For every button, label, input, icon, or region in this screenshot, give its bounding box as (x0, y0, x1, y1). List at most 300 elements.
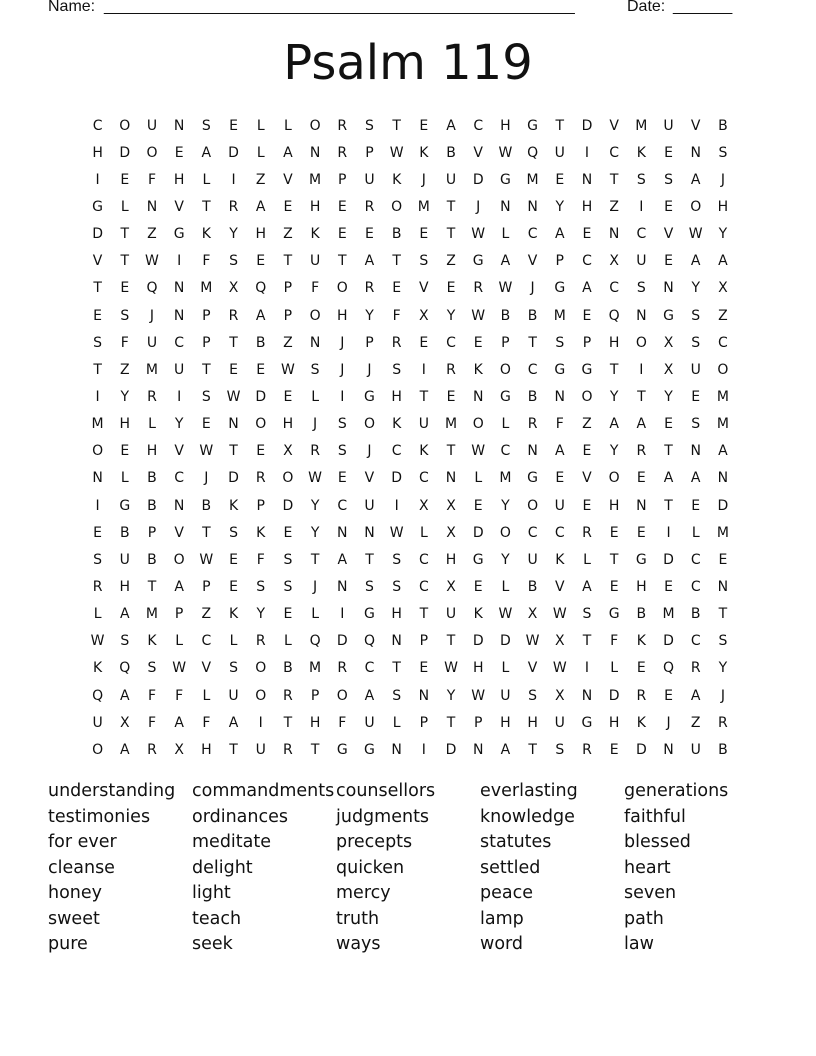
grid-letter: D (608, 687, 620, 704)
grid-letter: M (662, 606, 675, 623)
grid-letter: E (93, 307, 103, 324)
grid-letter: C (609, 280, 620, 297)
grid-letter: A (690, 470, 701, 487)
grid-letter: E (120, 443, 130, 460)
grid-letter: E (664, 578, 673, 595)
grid-letter: A (201, 144, 212, 161)
grid-letter: E (636, 524, 646, 541)
grid-letter: N (636, 307, 647, 324)
grid-letter: U (500, 687, 511, 704)
grid-letter: E (120, 280, 130, 297)
grid-letter: R (636, 443, 647, 460)
word-bank-item: lamp (480, 908, 524, 929)
grid-letter: O (92, 443, 104, 460)
grid-letter: C (473, 117, 484, 134)
grid-letter: F (555, 416, 564, 433)
grid-letter: C (337, 497, 348, 514)
word-search-grid (84, 112, 737, 763)
grid-letter: P (419, 633, 429, 650)
grid-letter: W (525, 633, 540, 650)
grid-letter: B (500, 307, 511, 324)
grid-letter: B (446, 144, 456, 161)
grid-letter: E (555, 171, 565, 188)
grid-letter: P (338, 171, 347, 188)
grid-letter: T (202, 198, 211, 215)
grid-letter: E (664, 144, 673, 161)
grid-letter: O (690, 198, 702, 215)
grid-letter: R (636, 687, 647, 704)
grid-letter: F (202, 253, 211, 270)
grid-letter: C (636, 226, 647, 243)
grid-letter: X (419, 307, 429, 324)
grid-letter: A (337, 551, 348, 568)
word-bank-item: law (624, 934, 654, 954)
grid-letter: D (336, 633, 348, 650)
grid-letter: O (336, 687, 348, 704)
grid-letter: E (365, 226, 374, 243)
grid-letter: Z (201, 606, 212, 623)
grid-letter: V (174, 443, 184, 460)
grid-letter: N (663, 741, 674, 758)
grid-letter: O (119, 117, 131, 134)
grid-letter: Q (255, 280, 267, 297)
grid-letter: R (473, 280, 484, 297)
grid-letter: L (120, 198, 129, 215)
grid-letter: K (392, 171, 402, 188)
grid-letter: E (582, 226, 592, 243)
grid-letter: D (255, 388, 267, 405)
grid-letter: D (717, 497, 729, 514)
grid-letter: X (283, 443, 293, 460)
grid-letter: V (174, 198, 184, 215)
grid-letter: N (690, 144, 701, 161)
grid-letter: W (389, 524, 404, 541)
grid-letter: Q (363, 633, 375, 650)
grid-letter: F (147, 171, 156, 188)
grid-letter: H (500, 117, 511, 134)
grid-letter: T (664, 497, 673, 514)
grid-letter: T (419, 388, 429, 405)
grid-letter: K (201, 226, 211, 243)
grid-letter: C (554, 524, 565, 541)
grid-letter: J (340, 334, 345, 351)
grid-letter: F (147, 714, 156, 731)
grid-letter: R (446, 361, 456, 378)
grid-letter: L (120, 470, 129, 487)
grid-letter: H (391, 606, 402, 623)
grid-letter: G (527, 117, 539, 134)
grid-letter: U (527, 551, 538, 568)
grid-letter: O (146, 144, 158, 161)
grid-letter: J (476, 198, 481, 215)
grid-letter: L (501, 578, 510, 595)
grid-letter: N (581, 687, 593, 704)
word-bank-item: counsellors (336, 781, 436, 801)
word-bank-item: faithful (624, 806, 686, 827)
grid-letter: S (636, 171, 646, 188)
grid-letter: G (173, 226, 185, 243)
date-field-line[interactable]: _______ (673, 0, 732, 15)
grid-letter: M (91, 416, 104, 433)
grid-letter: E (256, 253, 266, 270)
grid-letter: H (309, 714, 321, 731)
grid-letter: W (688, 226, 703, 243)
grid-letter: S (691, 334, 701, 351)
grid-letter: O (255, 660, 267, 677)
grid-letter: V (527, 253, 538, 270)
grid-letter: B (147, 551, 157, 568)
grid-letter: C (418, 551, 429, 568)
grid-letter: I (639, 361, 644, 378)
grid-letter: D (663, 633, 674, 650)
grid-letter: E (555, 470, 565, 487)
grid-letter: S (365, 578, 374, 595)
grid-letter: W (199, 443, 214, 460)
grid-letter: E (229, 117, 238, 134)
grid-letter: L (474, 470, 483, 487)
grid-letter: W (199, 551, 214, 568)
grid-letter: M (417, 198, 430, 215)
grid-letter: U (228, 687, 239, 704)
grid-letter: B (718, 741, 728, 758)
grid-letter: V (174, 524, 184, 541)
word-bank-item: precepts (336, 832, 413, 852)
grid-letter: E (256, 443, 266, 460)
grid-letter: I (95, 171, 100, 188)
grid-letter: S (718, 633, 728, 650)
word-bank-item: cleanse (48, 857, 115, 878)
grid-letter: H (527, 714, 538, 731)
grid-letter: U (445, 606, 457, 623)
grid-letter: Y (120, 388, 130, 405)
grid-letter: O (499, 524, 511, 541)
grid-letter: X (554, 687, 565, 704)
grid-letter: X (446, 497, 456, 514)
grid-letter: E (609, 741, 619, 758)
grid-letter: H (581, 198, 593, 215)
grid-letter: V (473, 144, 483, 161)
grid-letter: Y (256, 606, 265, 623)
grid-letter: R (718, 714, 728, 731)
grid-letter: I (421, 741, 426, 758)
grid-letter: D (472, 633, 484, 650)
grid-letter: Y (446, 687, 456, 704)
word-bank-item: peace (480, 883, 533, 903)
grid-letter: T (310, 551, 320, 568)
grid-letter: U (146, 334, 158, 351)
grid-letter: C (690, 578, 701, 595)
grid-letter: E (664, 687, 673, 704)
grid-letter: Q (309, 633, 321, 650)
grid-letter: W (552, 606, 567, 623)
grid-letter: O (581, 388, 593, 405)
grid-letter: R (147, 388, 157, 405)
grid-letter: T (609, 171, 619, 188)
word-bank-item: quicken (336, 857, 405, 878)
grid-letter: H (608, 334, 620, 351)
grid-letter: U (663, 117, 674, 134)
grid-letter: A (283, 144, 293, 161)
grid-letter: T (147, 578, 157, 595)
grid-letter: T (582, 633, 592, 650)
grid-letter: Y (691, 280, 700, 297)
grid-letter: H (445, 551, 457, 568)
grid-letter: M (716, 416, 729, 433)
grid-letter: E (691, 497, 701, 514)
grid-letter: R (283, 741, 293, 758)
grid-letter: V (92, 253, 103, 270)
grid-letter: M (635, 117, 648, 134)
grid-letter: W (471, 307, 486, 324)
grid-letter: D (282, 497, 294, 514)
grid-letter: A (690, 687, 701, 704)
grid-letter: M (309, 660, 322, 677)
grid-letter: A (554, 443, 565, 460)
grid-letter: A (446, 117, 456, 134)
grid-letter: S (419, 253, 429, 270)
grid-letter: O (608, 470, 620, 487)
grid-letter: Q (663, 660, 675, 677)
grid-letter: D (635, 741, 647, 758)
name-field-line[interactable]: ________________________________________________________ (104, 0, 575, 15)
grid-letter: A (364, 253, 375, 270)
grid-letter: L (256, 144, 265, 161)
grid-letter: E (229, 361, 238, 378)
grid-letter: C (446, 334, 456, 351)
grid-letter: C (418, 578, 429, 595)
grid-letter: G (119, 497, 131, 514)
grid-letter: S (229, 524, 238, 541)
grid-letter: T (419, 606, 429, 623)
grid-letter: S (93, 551, 103, 568)
grid-letter: G (336, 741, 348, 758)
grid-letter: A (636, 416, 647, 433)
grid-letter: C (418, 470, 429, 487)
grid-letter: N (418, 687, 430, 704)
word-bank-item: path (624, 908, 664, 929)
grid-letter: A (255, 198, 266, 215)
grid-letter: R (255, 470, 266, 487)
grid-letter: K (228, 497, 239, 514)
grid-letter: P (202, 334, 211, 351)
grid-letter: U (364, 171, 375, 188)
grid-letter: H (173, 171, 185, 188)
grid-letter: N (636, 497, 647, 514)
grid-letter: T (229, 741, 238, 758)
grid-letter: Q (608, 307, 620, 324)
grid-letter: P (419, 714, 429, 731)
grid-letter: E (283, 606, 293, 623)
grid-letter: O (173, 551, 185, 568)
grid-letter: B (527, 578, 538, 595)
grid-letter: Y (174, 416, 184, 433)
grid-letter: M (145, 606, 159, 623)
grid-letter: H (309, 198, 321, 215)
grid-letter: S (636, 280, 646, 297)
grid-letter: K (310, 226, 320, 243)
grid-letter: M (716, 524, 729, 541)
grid-letter: S (555, 334, 565, 351)
grid-letter: R (582, 741, 592, 758)
grid-letter: A (554, 226, 565, 243)
grid-letter: Z (690, 714, 701, 731)
grid-letter: F (338, 714, 347, 731)
grid-letter: R (255, 633, 266, 650)
grid-letter: G (581, 361, 593, 378)
grid-letter: K (392, 416, 402, 433)
grid-letter: X (228, 280, 239, 297)
grid-letter: Z (446, 253, 456, 270)
grid-letter: E (664, 253, 673, 270)
grid-letter: S (392, 578, 402, 595)
word-bank-item: for ever (48, 832, 117, 852)
grid-letter: E (419, 226, 429, 243)
date-label: Date: (627, 0, 666, 15)
grid-letter: J (313, 578, 318, 595)
grid-letter: N (173, 307, 185, 324)
grid-letter: S (582, 606, 592, 623)
grid-letter: A (690, 253, 701, 270)
grid-letter: A (174, 714, 184, 731)
grid-letter: Y (229, 226, 238, 243)
grid-letter: L (583, 551, 591, 568)
grid-letter: T (229, 443, 238, 460)
grid-letter: H (500, 714, 511, 731)
grid-letter: I (639, 198, 644, 215)
grid-letter: U (554, 497, 565, 514)
grid-letter: I (177, 253, 182, 270)
grid-letter: J (340, 361, 345, 378)
grid-letter: O (255, 416, 267, 433)
grid-letter: T (446, 443, 456, 460)
word-bank (48, 779, 788, 958)
grid-letter: W (444, 660, 458, 677)
grid-letter: V (554, 578, 565, 595)
grid-letter: E (93, 524, 103, 541)
grid-letter: D (472, 524, 484, 541)
word-bank-item: everlasting (480, 781, 578, 801)
word-bank-item: honey (48, 883, 103, 903)
grid-letter: B (255, 334, 266, 351)
grid-letter: W (471, 687, 486, 704)
grid-letter: Y (365, 307, 374, 324)
grid-letter: S (93, 334, 103, 351)
grid-letter: A (228, 714, 239, 731)
grid-letter: R (337, 144, 348, 161)
grid-letter: I (340, 388, 345, 405)
grid-letter: J (367, 443, 372, 460)
grid-letter: E (283, 524, 293, 541)
grid-letter: R (283, 687, 293, 704)
grid-letter: W (498, 144, 513, 161)
grid-letter: N (391, 741, 402, 758)
grid-letter: E (229, 578, 238, 595)
grid-letter: H (119, 578, 131, 595)
grid-letter: G (608, 606, 620, 623)
grid-letter: X (174, 741, 184, 758)
grid-letter: T (93, 361, 102, 378)
word-bank-item: ways (336, 934, 381, 954)
word-bank-item: statutes (480, 832, 552, 852)
grid-letter: G (499, 171, 511, 188)
grid-letter: R (690, 660, 701, 677)
grid-letter: K (419, 443, 429, 460)
grid-letter: I (258, 714, 263, 731)
grid-letter: Y (446, 307, 456, 324)
grid-letter: Z (147, 226, 157, 243)
grid-letter: C (174, 470, 185, 487)
grid-letter: H (282, 416, 294, 433)
word-bank-item: meditate (192, 832, 271, 852)
grid-letter: Z (609, 198, 619, 215)
grid-letter: E (337, 470, 347, 487)
grid-letter: E (582, 443, 592, 460)
grid-letter: V (201, 660, 212, 677)
grid-letter: Q (119, 660, 131, 677)
grid-letter: F (120, 334, 129, 351)
grid-letter: W (308, 470, 323, 487)
grid-letter: C (201, 633, 212, 650)
grid-letter: G (554, 280, 566, 297)
grid-letter: H (636, 578, 647, 595)
grid-letter: K (419, 144, 429, 161)
grid-letter: D (391, 470, 403, 487)
grid-letter: A (255, 307, 266, 324)
grid-letter: J (367, 361, 372, 378)
grid-letter: E (283, 388, 293, 405)
grid-letter: T (93, 280, 102, 297)
grid-letter: E (636, 470, 646, 487)
grid-letter: N (309, 144, 321, 161)
grid-letter: M (716, 388, 729, 405)
grid-letter: C (364, 660, 375, 677)
grid-letter: I (421, 361, 426, 378)
grid-letter: W (471, 226, 486, 243)
grid-letter: L (392, 714, 401, 731)
grid-letter: I (95, 497, 100, 514)
grid-letter: J (720, 171, 725, 188)
grid-letter: K (473, 606, 483, 623)
grid-letter: G (364, 741, 375, 758)
grid-letter: L (148, 416, 156, 433)
word-bank-item: knowledge (480, 806, 575, 827)
grid-letter: O (499, 361, 511, 378)
word-bank-item: judgments (336, 806, 430, 827)
word-bank-item: sweet (48, 908, 100, 929)
grid-letter: B (147, 470, 157, 487)
grid-letter: J (421, 171, 426, 188)
grid-letter: T (609, 551, 619, 568)
grid-letter: D (663, 551, 674, 568)
grid-letter: F (202, 714, 211, 731)
grid-letter: P (256, 497, 265, 514)
grid-letter: R (337, 660, 348, 677)
grid-letter: L (501, 660, 510, 677)
grid-letter: C (391, 443, 402, 460)
grid-letter: S (691, 416, 701, 433)
grid-letter: E (446, 388, 456, 405)
grid-letter: N (228, 416, 239, 433)
grid-letter: I (584, 660, 590, 677)
grid-letter: N (500, 198, 511, 215)
grid-letter: I (340, 606, 345, 623)
word-bank-item: commandments (192, 781, 335, 801)
grid-letter: T (120, 253, 130, 270)
grid-letter: E (446, 280, 456, 297)
grid-letter: A (582, 578, 592, 595)
grid-letter: E (337, 226, 347, 243)
grid-letter: T (283, 253, 293, 270)
